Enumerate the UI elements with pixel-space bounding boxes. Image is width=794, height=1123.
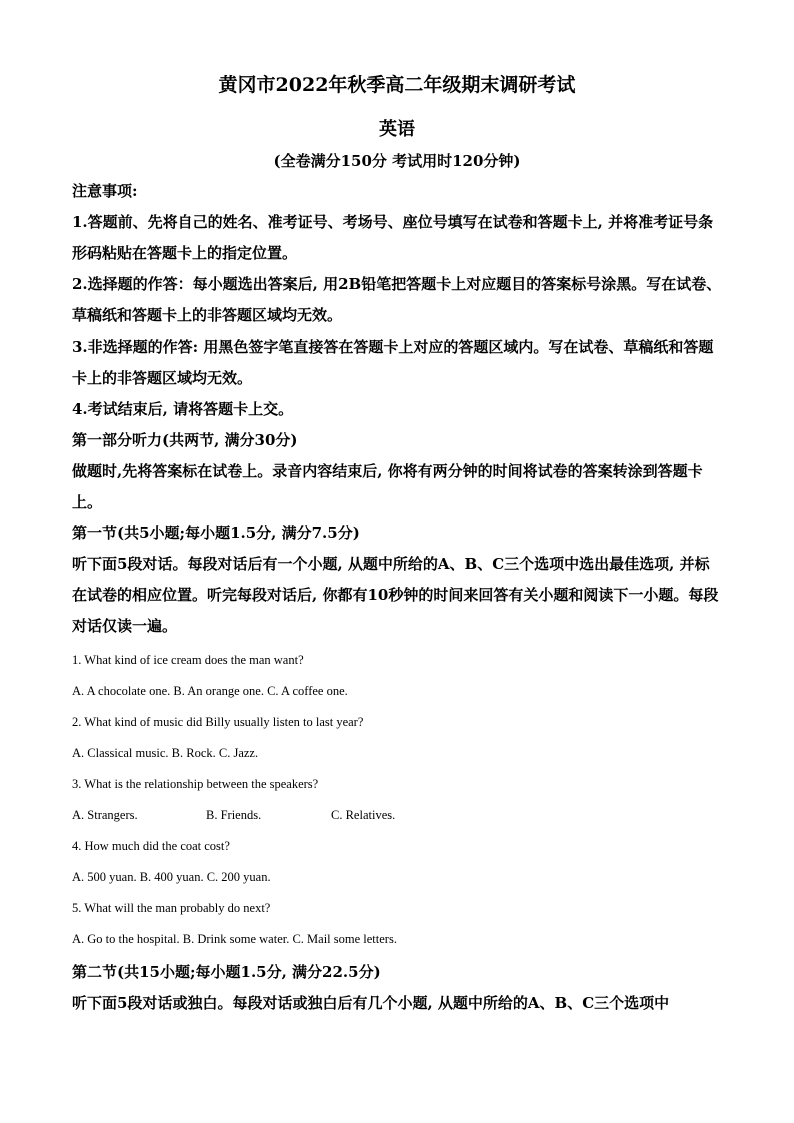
question-2-options: A. Classical music. B. Rock. C. Jazz. (72, 746, 259, 760)
question-5: 5. What will the man probably do next? (72, 901, 271, 915)
question-2: 2. What kind of music did Billy usually listen to last year? (72, 715, 364, 729)
question-4: 4. How much did the coat cost? (72, 839, 230, 853)
question-4-options: A. 500 yuan. B. 400 yuan. C. 200 yuan. (72, 870, 271, 884)
question-3-option-c: C. Relatives. (331, 808, 396, 822)
section1-instruction: 听下面5段对话。每段对话后有一个小题, 从题中所给的A、B、C三个选项中选出最佳选项, 并标在试卷的相应位置。听完每段对话后, 你都有10秒钟的时间来回答有关小题和阅读下一小题。每段对话仅读一遍。 (72, 555, 719, 635)
part1-heading: 第一部分听力(共两节, 满分30分) (72, 431, 298, 449)
subject-title: 英语 (379, 119, 415, 140)
note-item-1: 1.答题前、先将自己的姓名、准考证号、考场号、座位号填写在试卷和答题卡上, 并将准考证号条形码粘贴在答题卡上的指定位置。 (72, 213, 714, 262)
part1-instruction: 做题时,先将答案标在试卷上。录音内容结束后, 你将有两分钟的时间将试卷的答案转涂到答题卡上。 (72, 462, 703, 511)
notes-heading: 注意事项: (72, 182, 138, 200)
question-3-option-b: B. Friends. (206, 808, 262, 822)
question-3-options (72, 807, 722, 823)
question-3: 3. What is the relationship between the speakers? (72, 777, 319, 791)
question-1-options: A. A chocolate one. B. An orange one. C. A coffee one. (72, 684, 348, 698)
question-1: 1. What kind of ice cream does the man want? (72, 653, 304, 667)
question-5-options: A. Go to the hospital. B. Drink some water. C. Mail some letters. (72, 932, 397, 946)
section2-heading: 第二节(共15小题;每小题1.5分, 满分22.5分) (72, 963, 381, 981)
score-time-info: (全卷满分150分 考试用时120分钟) (273, 152, 521, 170)
note-item-3: 3.非选择题的作答: 用黑色签字笔直接答在答题卡上对应的答题区域内。写在试卷、草稿纸和答题卡上的非答题区域均无效。 (72, 338, 714, 387)
note-item-2: 2.选择题的作答：每小题选出答案后, 用2B铅笔把答题卡上对应题目的答案标号涂黑。写在试卷、草稿纸和答题卡上的非答题区域均无效。 (72, 275, 722, 324)
section1-heading: 第一节(共5小题;每小题1.5分, 满分7.5分) (72, 524, 360, 542)
section2-instruction: 听下面5段对话或独白。每段对话或独白后有几个小题, 从题中所给的A、B、C三个选项中 (72, 994, 670, 1012)
note-item-4: 4.考试结束后, 请将答题卡上交。 (72, 400, 294, 418)
exam-title: 黄冈市2022年秋季高二年级期末调研考试 (218, 74, 576, 96)
question-3-option-a: A. Strangers. (72, 808, 138, 822)
